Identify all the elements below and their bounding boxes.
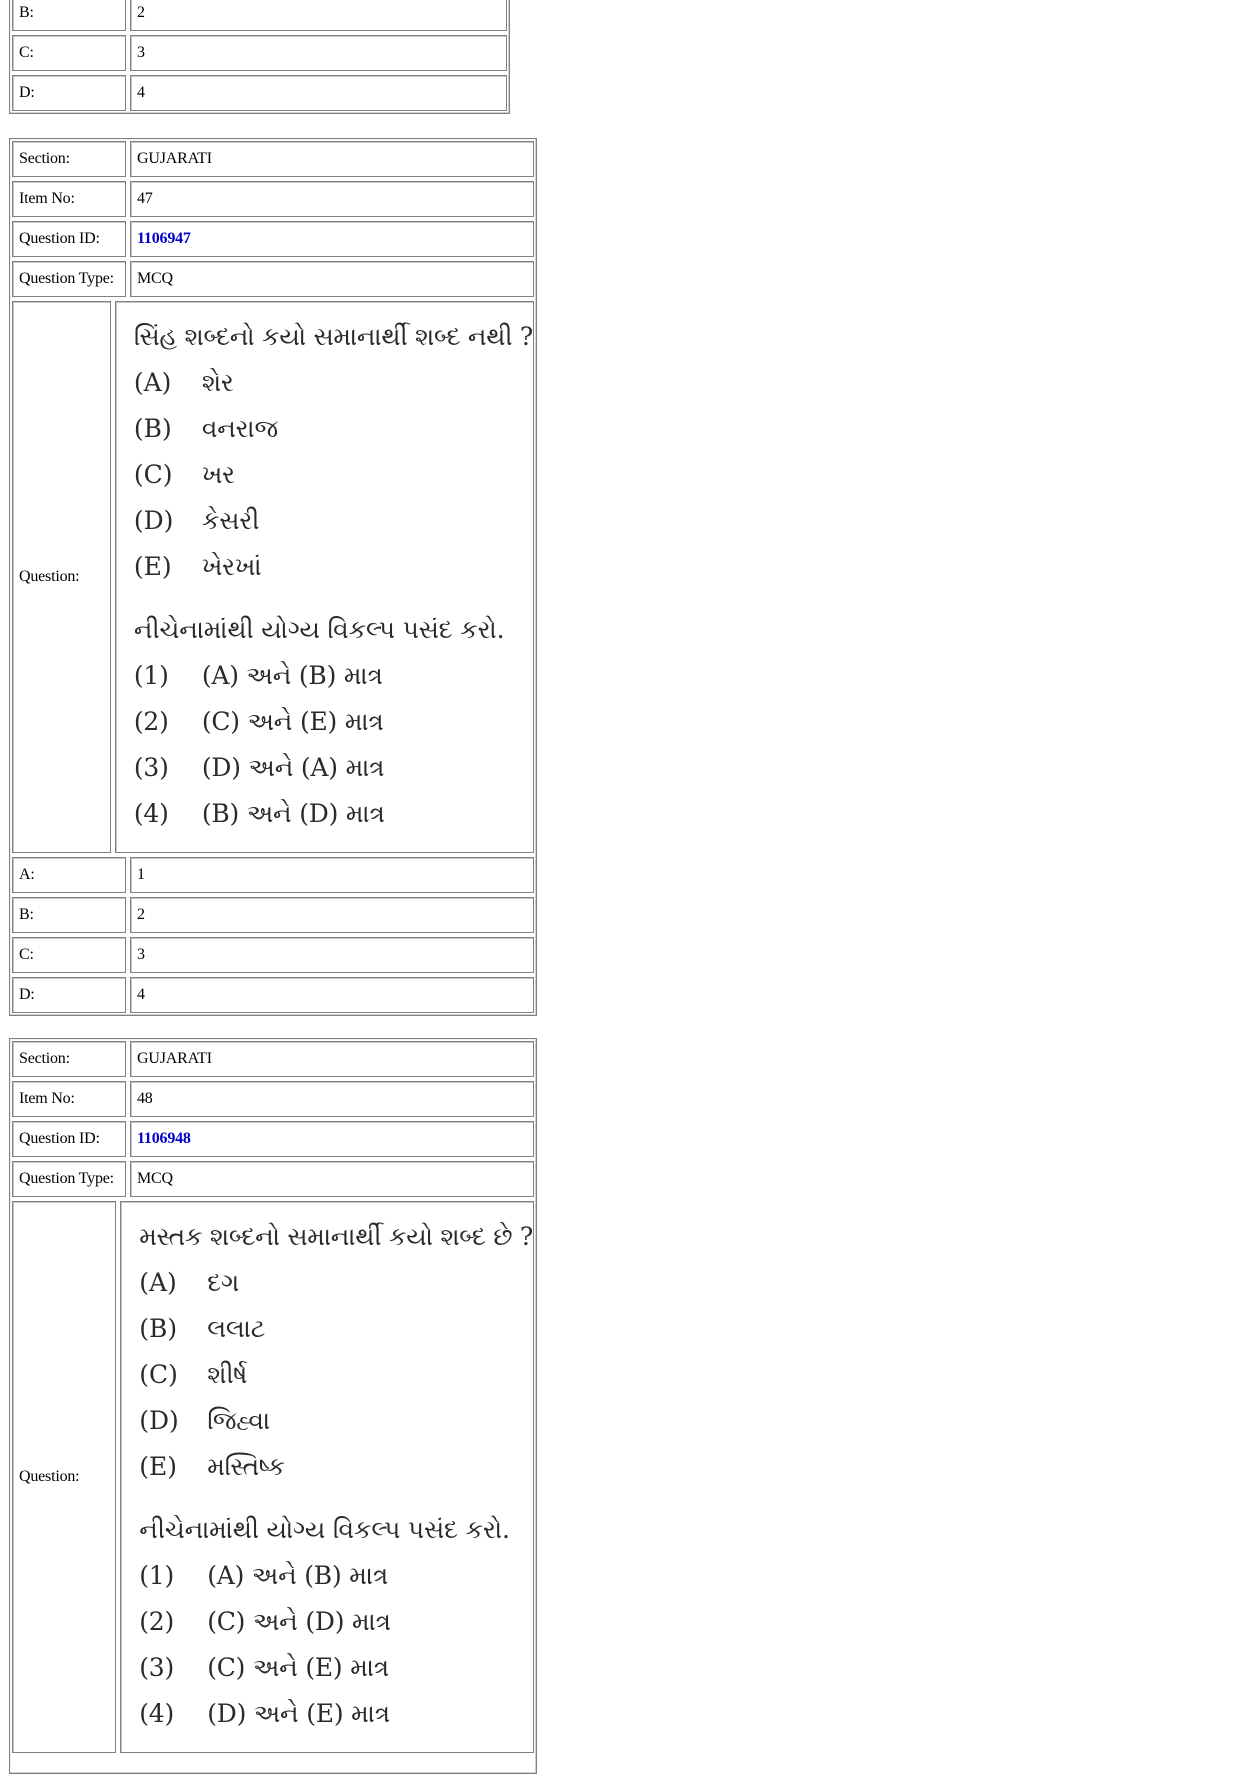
question-id-link[interactable]: 1106947 xyxy=(130,221,534,257)
option-a xyxy=(134,370,533,396)
question-id-label: Question ID: xyxy=(12,221,126,257)
answer-row-d xyxy=(12,75,507,111)
choice-text: (D) અને (E) માત્ર xyxy=(207,1699,390,1728)
answer-label: C: xyxy=(12,35,126,71)
question-row xyxy=(12,301,534,853)
choice-text: (C) અને (D) માત્ર xyxy=(207,1607,391,1636)
choice-1 xyxy=(134,663,533,689)
option-key: (C) xyxy=(133,460,173,489)
section-row xyxy=(12,141,534,177)
question-type-value: MCQ xyxy=(130,261,534,297)
option-d xyxy=(139,1408,533,1434)
option-text: શીર્ષ xyxy=(207,1360,248,1389)
answer-row-a xyxy=(12,857,534,893)
answer-row-b xyxy=(12,897,534,933)
option-e xyxy=(139,1454,533,1480)
section-row xyxy=(12,1041,534,1077)
option-text: જિહ્વા xyxy=(207,1406,270,1435)
item-no-label: Item No: xyxy=(12,181,126,217)
option-text: ખેરખાં xyxy=(201,552,262,581)
option-key: (E) xyxy=(139,1452,177,1481)
choice-4 xyxy=(134,801,533,827)
option-text: વનરાજ xyxy=(201,414,278,443)
choice-3 xyxy=(134,755,533,781)
choice-text: (C) અને (E) માત્ર xyxy=(207,1653,389,1682)
answer-value: 3 xyxy=(130,937,534,973)
answer-value: 4 xyxy=(130,75,507,111)
option-key: (D) xyxy=(133,506,174,535)
answer-value: 4 xyxy=(130,977,534,1013)
section-label: Section: xyxy=(12,1041,126,1077)
option-key: (A) xyxy=(133,368,172,397)
option-d xyxy=(134,508,533,534)
option-key: (C) xyxy=(139,1360,178,1389)
option-key: (D) xyxy=(139,1406,179,1435)
option-b xyxy=(139,1316,533,1342)
choice-key: (3) xyxy=(139,1653,175,1682)
option-key: (B) xyxy=(133,414,172,443)
question-stem: સિંહ શબ્દનો કયો સમાનાર્થી શબ્દ નથી ? xyxy=(133,322,533,351)
option-e xyxy=(134,554,533,580)
question-content xyxy=(115,301,534,853)
choice-key: (2) xyxy=(139,1607,175,1636)
answer-value: 3 xyxy=(130,35,507,71)
answer-label: D: xyxy=(12,977,126,1013)
choice-key: (1) xyxy=(139,1561,175,1590)
choice-key: (3) xyxy=(133,753,169,782)
choice-2 xyxy=(134,709,533,735)
answer-label: C: xyxy=(12,937,126,973)
question-label: Question: xyxy=(12,1201,116,1753)
answer-row-d xyxy=(12,977,534,1013)
question-instruction: નીચેનામાંથી યોગ્ય વિકલ્પ પસંદ કરો. xyxy=(139,1515,510,1544)
question-instruction: નીચેનામાંથી યોગ્ય વિકલ્પ પસંદ કરો. xyxy=(133,615,505,644)
section-value: GUJARATI xyxy=(130,1041,534,1077)
option-key: (E) xyxy=(133,552,172,581)
choice-key: (1) xyxy=(133,661,169,690)
section-label: Section: xyxy=(12,141,126,177)
choice-text: (D) અને (A) માત્ર xyxy=(201,753,385,782)
option-c xyxy=(139,1362,533,1388)
choice-2 xyxy=(139,1609,533,1635)
question-stem: મસ્તક શબ્દનો સમાનાર્થી કયો શબ્દ છે ? xyxy=(139,1222,533,1251)
choice-text: (A) અને (B) માત્ર xyxy=(207,1561,389,1590)
option-text: ખર xyxy=(201,460,235,489)
question-type-value: MCQ xyxy=(130,1161,534,1197)
option-a xyxy=(139,1270,533,1296)
option-c xyxy=(134,462,533,488)
question-type-row xyxy=(12,1161,534,1197)
choice-text: (B) અને (D) માત્ર xyxy=(201,799,385,828)
answer-row-c xyxy=(12,937,534,973)
question-type-row xyxy=(12,261,534,297)
question-id-row xyxy=(12,1121,534,1157)
option-text: કેસરી xyxy=(201,506,260,535)
question-type-label: Question Type: xyxy=(12,261,126,297)
answer-value: 2 xyxy=(130,897,534,933)
item-no-value: 48 xyxy=(130,1081,534,1117)
answer-row-b xyxy=(12,0,507,31)
answer-label: A: xyxy=(12,857,126,893)
answer-value: 2 xyxy=(130,0,507,31)
option-key: (B) xyxy=(139,1314,178,1343)
item-no-label: Item No: xyxy=(12,1081,126,1117)
option-text: શેર xyxy=(201,368,234,397)
question-row xyxy=(12,1201,534,1753)
option-text: લલાટ xyxy=(207,1314,266,1343)
answer-row-c xyxy=(12,35,507,71)
item-no-row xyxy=(12,1081,534,1117)
question-id-row xyxy=(12,221,534,257)
choice-text: (C) અને (E) માત્ર xyxy=(201,707,384,736)
question-block-47 xyxy=(9,138,537,1016)
choice-key: (2) xyxy=(133,707,169,736)
choice-text: (A) અને (B) માત્ર xyxy=(201,661,383,690)
choice-4 xyxy=(139,1701,533,1727)
option-key: (A) xyxy=(139,1268,177,1297)
question-id-label: Question ID: xyxy=(12,1121,126,1157)
item-no-value: 47 xyxy=(130,181,534,217)
section-value: GUJARATI xyxy=(130,141,534,177)
answer-label: D: xyxy=(12,75,126,111)
option-text: મસ્તિષ્ક xyxy=(207,1452,285,1481)
question-id-link[interactable]: 1106948 xyxy=(130,1121,534,1157)
choice-3 xyxy=(139,1655,533,1681)
question-content xyxy=(120,1201,534,1753)
question-block-48 xyxy=(9,1038,537,1774)
choice-1 xyxy=(139,1563,533,1589)
question-type-label: Question Type: xyxy=(12,1161,126,1197)
question-label: Question: xyxy=(12,301,111,853)
answer-value: 1 xyxy=(130,857,534,893)
previous-question-answers xyxy=(9,0,510,114)
choice-key: (4) xyxy=(133,799,169,828)
item-no-row xyxy=(12,181,534,217)
option-b xyxy=(134,416,533,442)
answer-label: B: xyxy=(12,0,126,31)
answer-label: B: xyxy=(12,897,126,933)
choice-key: (4) xyxy=(139,1699,175,1728)
option-text: દગ xyxy=(207,1268,240,1297)
